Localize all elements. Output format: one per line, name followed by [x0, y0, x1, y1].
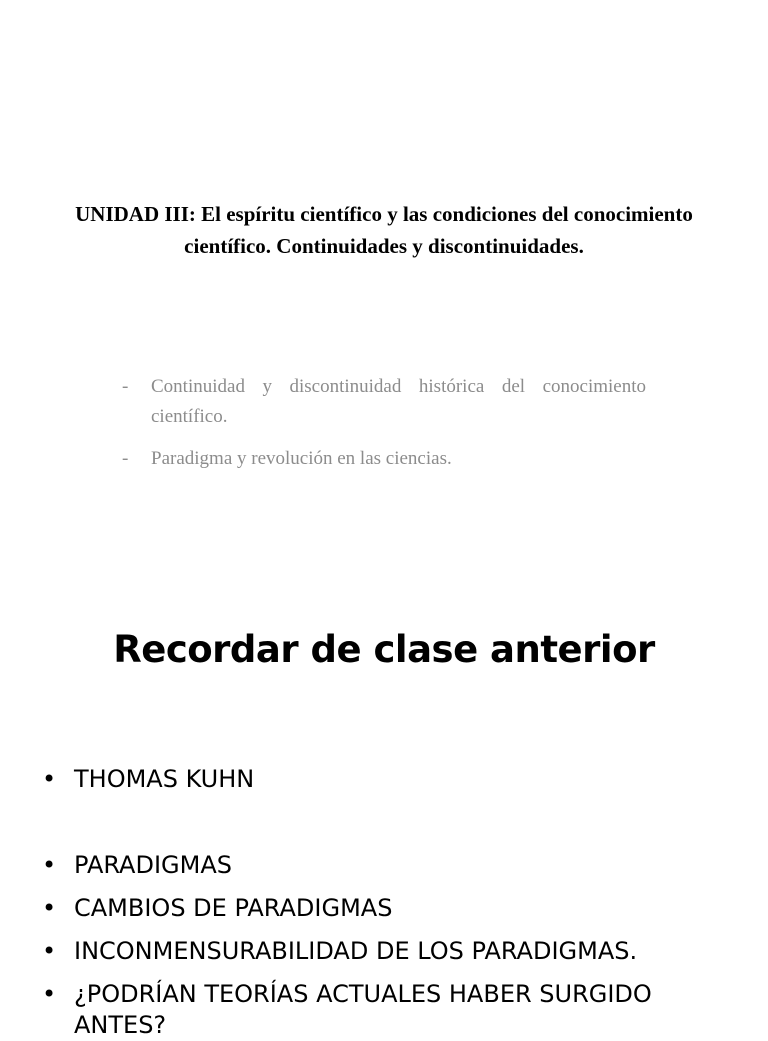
bullet-item [42, 930, 742, 973]
bullet-item [42, 887, 742, 930]
topic-item [122, 372, 646, 432]
bullet-dot: • [42, 851, 57, 879]
topic-text: Continuidad y discontinuidad histórica del conocimiento científico. [151, 376, 646, 427]
slide-recall [0, 576, 768, 1039]
recall-title: Recordar de clase anterior [113, 628, 655, 671]
bullet-dot: • [42, 765, 57, 793]
bullet-text: INCONMENSURABILIDAD DE LOS PARADIGMAS. [74, 937, 638, 965]
bullet-text: PARADIGMAS [74, 851, 232, 879]
unit-title: UNIDAD III: El espíritu científico y las condiciones del conocimiento científico. Continuidades y discontinuidades. [75, 202, 693, 258]
bullet-text: CAMBIOS DE PARADIGMAS [74, 894, 393, 922]
topic-item [122, 444, 646, 474]
bullet-item [42, 758, 742, 801]
topic-list [122, 372, 646, 486]
bullet-text: ¿PODRÍAN TEORÍAS ACTUALES HABER SURGIDO ANTES? [74, 980, 652, 1039]
bullet-dot: • [42, 980, 57, 1008]
bullet-dot: • [42, 894, 57, 922]
dash-marker: - [122, 448, 129, 469]
dash-marker: - [122, 376, 129, 397]
bullet-item [42, 844, 742, 887]
bullet-item [42, 973, 742, 1041]
bullet-text: THOMAS KUHN [74, 765, 255, 793]
recall-bullet-list [42, 758, 742, 1041]
bullet-dot: • [42, 937, 57, 965]
topic-text: Paradigma y revolución en las ciencias. [151, 448, 452, 469]
